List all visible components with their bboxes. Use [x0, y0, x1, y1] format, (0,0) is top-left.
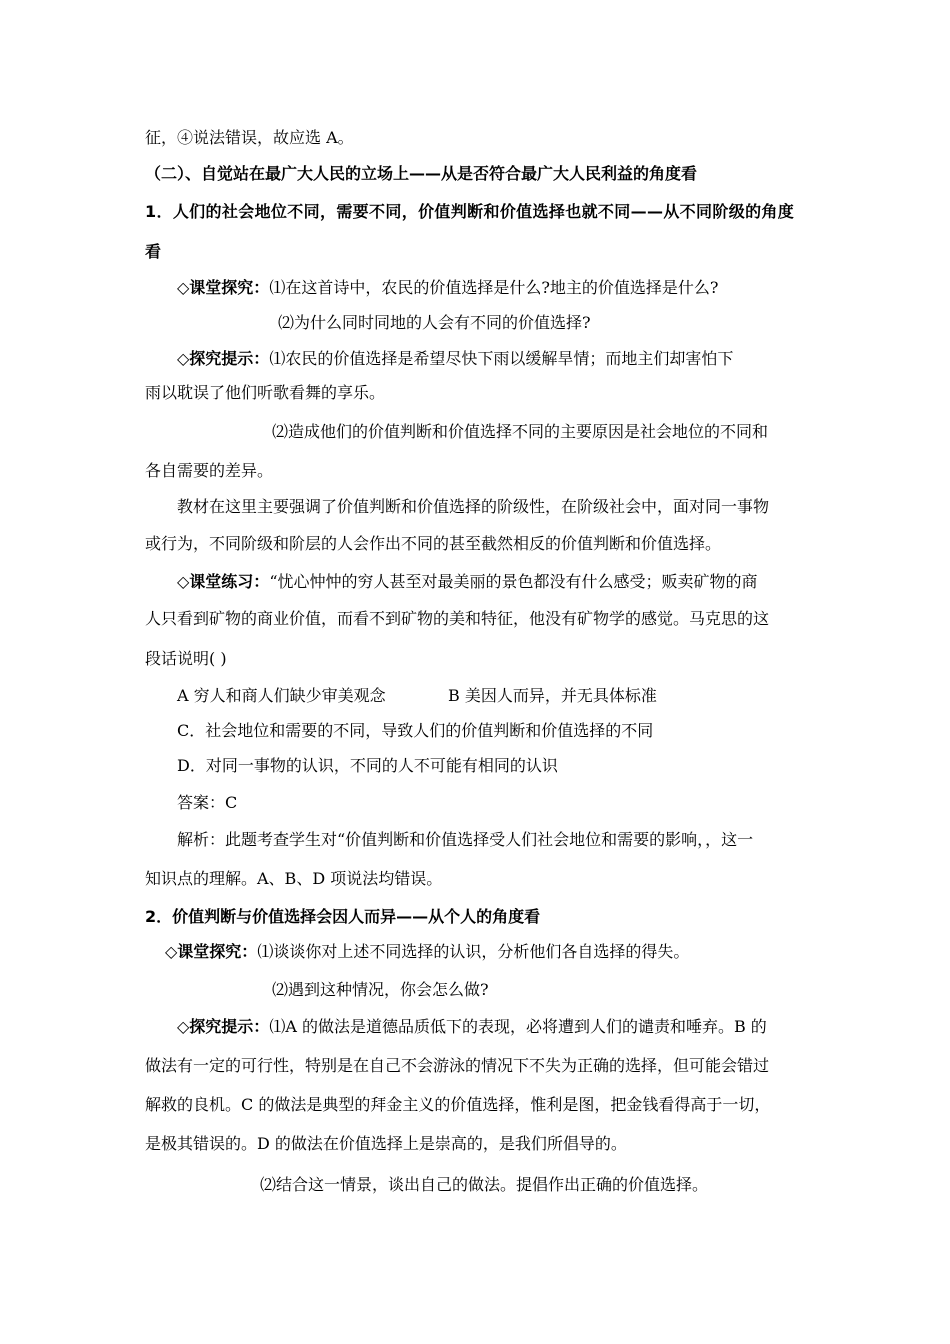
- subsection-heading: 2．价值判断与价值选择会因人而异——从个人的角度看: [145, 907, 541, 926]
- text-line: 做法有一定的可行性，特别是在自己不会游泳的情况下不失为正确的选择，但可能会错过: [145, 1056, 770, 1075]
- text-line: [177, 572, 758, 592]
- section-heading: （二）、自觉站在最广大人民的立场上——从是否符合最广大人民利益的角度看: [145, 164, 698, 183]
- label-inquiry-hint: ◇探究提示：: [177, 349, 270, 368]
- text-line: 征，④说法错误，故应选 A。: [145, 128, 354, 147]
- text-line: ⑵遇到这种情况，你会怎么做?: [272, 980, 489, 999]
- answer-line: 答案：C: [177, 793, 238, 812]
- inquiry-text: ⑴谈谈你对上述不同选择的认识，分析他们各自选择的得失。: [257, 942, 690, 961]
- label-classroom-practice: ◇课堂练习：: [177, 572, 270, 591]
- text-line: 教材在这里主要强调了价值判断和价值选择的阶级性，在阶级社会中，面对同一事物: [177, 497, 770, 516]
- text-line: [177, 1017, 767, 1037]
- text-line: [177, 349, 733, 369]
- text-line: 各自需要的差异。: [145, 461, 274, 480]
- text-line: ⑵造成他们的价值判断和价值选择不同的主要原因是社会地位的不同和: [272, 422, 769, 441]
- option-a: A 穷人和商人们缺少审美观念: [177, 686, 386, 705]
- option-b: B 美因人而异，并无具体标准: [448, 686, 657, 705]
- text-line: ⑵结合这一情景，谈出自己的做法。提倡作出正确的价值选择。: [260, 1175, 709, 1194]
- inquiry-text: ⑴在这首诗中，农民的价值选择是什么?地主的价值选择是什么?: [269, 278, 719, 297]
- hint-text: ⑴A 的做法是道德品质低下的表现，必将遭到人们的谴责和唾弃。B 的: [269, 1017, 767, 1036]
- hint-text: ⑴农民的价值选择是希望尽快下雨以缓解旱情；而地主们却害怕下: [269, 349, 734, 368]
- option-c: C．社会地位和需要的不同，导致人们的价值判断和价值选择的不同: [177, 721, 654, 740]
- text-line: 解救的良机。C 的做法是典型的拜金主义的价值选择，惟利是图，把金钱看得高于一切，: [145, 1095, 771, 1114]
- text-line: 雨以耽误了他们听歌看舞的享乐。: [145, 383, 386, 402]
- label-classroom-inquiry: ◇课堂探究：: [165, 942, 258, 961]
- text-line: 段话说明( ): [145, 649, 227, 668]
- subsection-heading: 1．人们的社会地位不同，需要不同，价值判断和价值选择也就不同——从不同阶级的角度: [145, 202, 795, 221]
- analysis-line: 解析：此题考查学生对“价值判断和价值选择受人们社会地位和需要的影响，，这一: [177, 830, 754, 849]
- text-line: 人只看到矿物的商业价值，而看不到矿物的美和特征，他没有矿物学的感觉。马克思的这: [145, 609, 770, 628]
- text-line: [165, 942, 689, 962]
- text-line: 或行为，不同阶级和阶层的人会作出不同的甚至截然相反的价值判断和价值选择。: [145, 534, 722, 553]
- analysis-line-cont: 知识点的理解。A、B、D 项说法均错误。: [145, 869, 443, 888]
- option-d: D．对同一事物的认识，不同的人不可能有相同的认识: [177, 756, 558, 775]
- label-inquiry-hint: ◇探究提示：: [177, 1017, 270, 1036]
- practice-text: “忧心忡忡的穷人甚至对最美丽的景色都没有什么感受；贩卖矿物的商: [269, 572, 758, 591]
- text-line: 是极其错误的。D 的做法在价值选择上是崇高的，是我们所倡导的。: [145, 1134, 627, 1153]
- text-line: [177, 278, 718, 298]
- label-classroom-inquiry: ◇课堂探究：: [177, 278, 270, 297]
- subsection-heading-cont: 看: [145, 242, 162, 261]
- text-line: ⑵为什么同时同地的人会有不同的价值选择?: [278, 313, 591, 332]
